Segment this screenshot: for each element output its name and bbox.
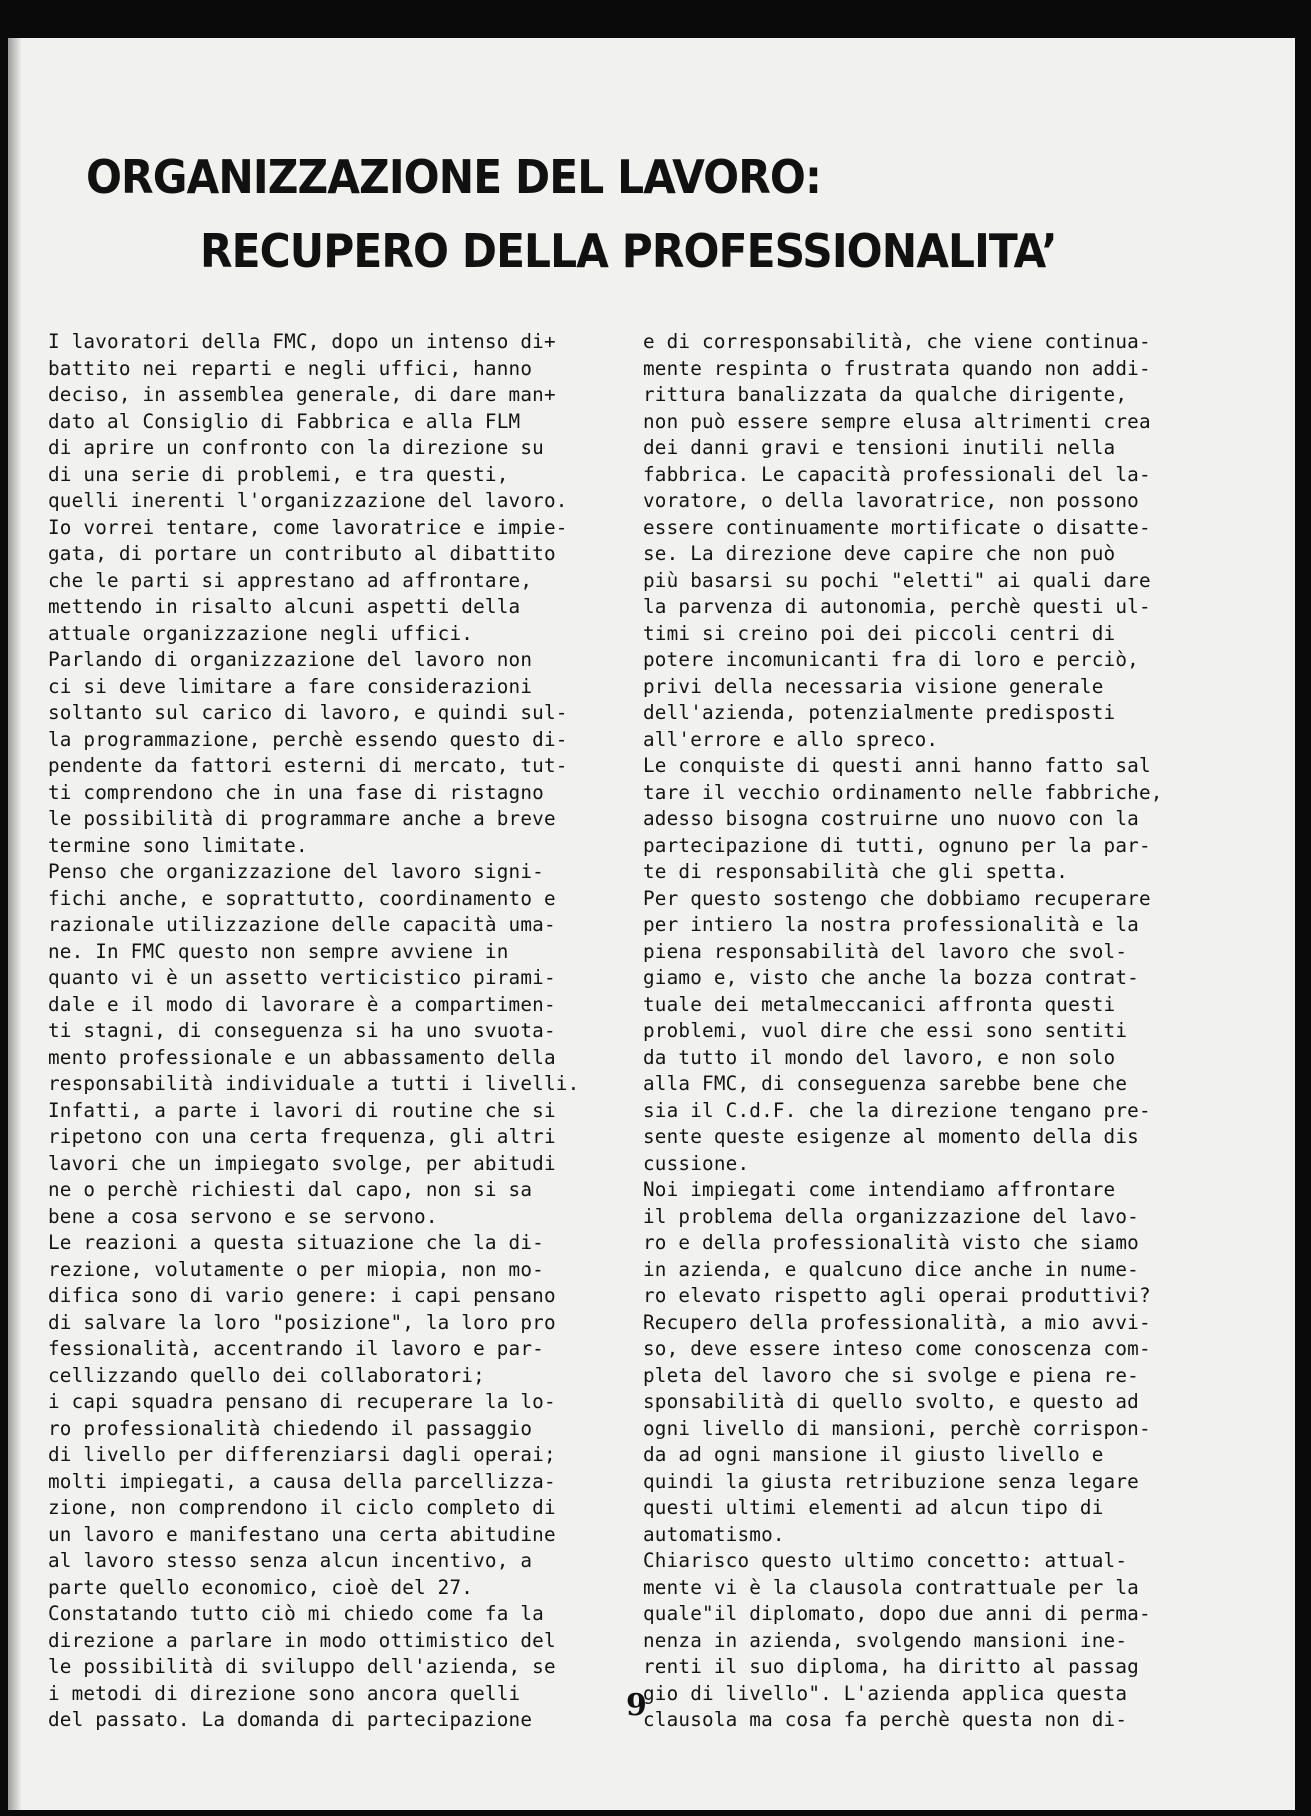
text-line: ne o perchè richiesti dal capo, non si sa bbox=[48, 1178, 533, 1201]
text-line: tare il vecchio ordinamento nelle fabbriche, bbox=[643, 780, 1163, 804]
text-line: per intiero la nostra professionalità e la bbox=[643, 913, 1139, 936]
text-line: difica sono di vario genere: i capi pensano bbox=[48, 1284, 556, 1307]
text-line: gata, di portare un contributo al dibattito bbox=[48, 542, 556, 565]
text-line: sponsabilità di quello svolto, e questo ad bbox=[643, 1390, 1139, 1413]
text-line: la programmazione, perchè essendo questo di- bbox=[48, 727, 568, 751]
text-line: partecipazione di tutti, ognuno per la par- bbox=[643, 833, 1151, 857]
text-line: cussione. bbox=[643, 1151, 750, 1175]
text-line: Parlando di organizzazione del lavoro non bbox=[48, 648, 533, 671]
text-line: piena responsabilità del lavoro che svol- bbox=[643, 939, 1128, 963]
text-line: se. La direzione deve capire che non può bbox=[643, 542, 1116, 565]
text-line: clausola ma cosa fa perchè questa non di- bbox=[643, 1708, 1128, 1731]
text-line: di livello per differenziarsi dagli operai; bbox=[48, 1443, 556, 1466]
text-line: battito nei reparti e negli uffici, hanno bbox=[48, 356, 533, 380]
document-page bbox=[8, 38, 1295, 1810]
text-line: di salvare la loro "posizione", la loro pro bbox=[48, 1310, 556, 1334]
text-line: mento professionale e un abbassamento della bbox=[48, 1045, 556, 1069]
text-line: potere incomunicanti fra di loro e perciò, bbox=[643, 648, 1139, 671]
text-line: sia il C.d.F. che la direzione tengano pre- bbox=[643, 1098, 1151, 1122]
text-line: Noi impiegati come intendiamo affrontare bbox=[643, 1178, 1116, 1201]
text-line: ro e della professionalità visto che siamo bbox=[643, 1231, 1139, 1254]
text-line: sente queste esigenze al momento della dis bbox=[643, 1125, 1139, 1148]
text-line: quindi la giusta retribuzione senza legare bbox=[643, 1469, 1139, 1493]
text-line: cellizzando quello dei collaboratori; bbox=[48, 1363, 485, 1387]
article-title-line-1: ORGANIZZAZIONE DEL LAVORO: bbox=[86, 150, 821, 204]
text-line: attuale organizzazione negli uffici. bbox=[48, 621, 474, 645]
text-line: i capi squadra pensano di recuperare la lo- bbox=[48, 1390, 556, 1413]
page-number: 9 bbox=[626, 1688, 647, 1723]
text-line: Constatando tutto ciò mi chiedo come fa la bbox=[48, 1602, 544, 1625]
text-line: pleta del lavoro che si svolge e piena re- bbox=[643, 1363, 1139, 1387]
scan-edge-shadow bbox=[8, 38, 22, 1810]
text-line: che le parti si apprestano ad affrontare, bbox=[48, 568, 533, 592]
right-text-column bbox=[643, 329, 1188, 1734]
text-line: un lavoro e manifestano una certa abitudine bbox=[48, 1522, 556, 1546]
text-line: direzione a parlare in modo ottimistico del bbox=[48, 1628, 556, 1652]
text-line: Per questo sostengo che dobbiamo recuperare bbox=[643, 886, 1151, 910]
text-line: automatismo. bbox=[643, 1522, 785, 1546]
text-line: dato al Consiglio di Fabbrica e alla FLM bbox=[48, 409, 521, 433]
text-line: I lavoratori della FMC, dopo un intenso di+ bbox=[48, 330, 556, 353]
text-line: da tutto il mondo del lavoro, e non solo bbox=[643, 1045, 1116, 1069]
text-line: termine sono limitate. bbox=[48, 833, 308, 857]
text-line: deciso, in assemblea generale, di dare man+ bbox=[48, 383, 556, 406]
text-line: tuale dei metalmeccanici affronta questi bbox=[643, 992, 1116, 1016]
text-line: fabbrica. Le capacità professionali del la- bbox=[643, 462, 1151, 486]
text-line: le possibilità di sviluppo dell'azienda, se bbox=[48, 1655, 556, 1678]
text-line: all'errore e allo spreco. bbox=[643, 727, 939, 751]
text-line: adesso bisogna costruirne uno nuovo con la bbox=[643, 807, 1139, 830]
text-line: ti comprendono che in una fase di ristagno bbox=[48, 780, 544, 804]
text-line: ro elevato rispetto agli operai produttivi? bbox=[643, 1284, 1151, 1307]
text-line: in azienda, e qualcuno dice anche in nume- bbox=[643, 1257, 1139, 1281]
text-line: dei danni gravi e tensioni inutili nella bbox=[643, 436, 1116, 459]
text-line: di una serie di problemi, e tra questi, bbox=[48, 462, 509, 486]
text-line: dale e il modo di lavorare è a compartimen- bbox=[48, 992, 556, 1016]
text-line: Io vorrei tentare, come lavoratrice e impie- bbox=[48, 515, 568, 539]
text-line: mente respinta o frustrata quando non addi- bbox=[643, 356, 1151, 380]
text-line: fichi anche, e soprattutto, coordinamento e bbox=[48, 886, 556, 910]
text-line: Le conquiste di questi anni hanno fatto sal bbox=[643, 754, 1151, 777]
text-line: i metodi di direzione sono ancora quelli bbox=[48, 1681, 521, 1705]
text-line: Recupero della professionalità, a mio avvi- bbox=[643, 1310, 1151, 1334]
text-line: quale"il diplomato, dopo due anni di perma- bbox=[643, 1602, 1151, 1625]
text-line: privi della necessaria visione generale bbox=[643, 674, 1104, 698]
text-line: razionale utilizzazione delle capacità uma- bbox=[48, 913, 556, 936]
text-line: non può essere sempre elusa altrimenti crea bbox=[643, 409, 1151, 433]
text-line: da ad ogni mansione il giusto livello e bbox=[643, 1443, 1104, 1466]
text-line: Chiarisco questo ultimo concetto: attual- bbox=[643, 1549, 1128, 1572]
text-line: te di responsabilità che gli spetta. bbox=[643, 860, 1069, 883]
text-line: timi si creino poi dei piccoli centri di bbox=[643, 621, 1116, 645]
text-line: ro professionalità chiedendo il passaggio bbox=[48, 1416, 533, 1440]
text-line: del passato. La domanda di partecipazione bbox=[48, 1708, 533, 1731]
text-line: le possibilità di programmare anche a breve bbox=[48, 807, 556, 830]
text-line: lavori che un impiegato svolge, per abitudi bbox=[48, 1151, 556, 1175]
text-line: pendente da fattori esterni di mercato, tut- bbox=[48, 754, 568, 777]
text-line: giamo e, visto che anche la bozza contrat- bbox=[643, 966, 1139, 989]
text-line: nenza in azienda, svolgendo mansioni ine- bbox=[643, 1628, 1128, 1652]
article-title-line-2: RECUPERO DELLA PROFESSIONALITA’ bbox=[200, 224, 1057, 278]
text-line: so, deve essere inteso come conoscenza com- bbox=[643, 1337, 1151, 1360]
text-line: renti il suo diploma, ha diritto al passag bbox=[643, 1655, 1139, 1678]
text-line: e di corresponsabilità, che viene continua- bbox=[643, 330, 1151, 353]
text-line: ogni livello di mansioni, perchè corrispon- bbox=[643, 1416, 1151, 1440]
text-line: mente vi è la clausola contrattuale per la bbox=[643, 1575, 1139, 1599]
text-line: quanto vi è un assetto verticistico pirami- bbox=[48, 966, 556, 989]
text-line: ti stagni, di conseguenza si ha uno svuota- bbox=[48, 1019, 556, 1042]
text-line: problemi, vuol dire che essi sono sentiti bbox=[643, 1019, 1128, 1042]
text-line: ripetono con una certa frequenza, gli altri bbox=[48, 1125, 556, 1148]
text-line: Le reazioni a questa situazione che la di- bbox=[48, 1231, 544, 1254]
text-line: molti impiegati, a causa della parcellizza- bbox=[48, 1469, 556, 1493]
text-line: ne. In FMC questo non sempre avviene in bbox=[48, 939, 509, 963]
text-line: il problema della organizzazione del lavo- bbox=[643, 1204, 1139, 1228]
text-line: questi ultimi elementi ad alcun tipo di bbox=[643, 1496, 1104, 1519]
text-line: bene a cosa servono e se servono. bbox=[48, 1204, 438, 1228]
text-line: Infatti, a parte i lavori di routine che si bbox=[48, 1098, 556, 1122]
text-line: ci si deve limitare a fare considerazioni bbox=[48, 674, 533, 698]
text-line: fessionalità, accentrando il lavoro e par- bbox=[48, 1337, 544, 1360]
text-line: alla FMC, di conseguenza sarebbe bene che bbox=[643, 1072, 1128, 1095]
left-text-column bbox=[48, 329, 613, 1734]
text-line: mettendo in risalto alcuni aspetti della bbox=[48, 595, 521, 618]
text-line: la parvenza di autonomia, perchè questi ul- bbox=[643, 595, 1151, 618]
text-line: rittura banalizzata da qualche dirigente, bbox=[643, 383, 1128, 406]
text-line: dell'azienda, potenzialmente predisposti bbox=[643, 701, 1116, 724]
text-line: responsabilità individuale a tutti i livelli. bbox=[48, 1072, 580, 1095]
text-line: essere continuamente mortificate o disatte- bbox=[643, 515, 1151, 539]
text-line: zione, non comprendono il ciclo completo di bbox=[48, 1496, 556, 1519]
text-line: più basarsi su pochi "eletti" ai quali dare bbox=[643, 568, 1151, 592]
text-line: soltanto sul carico di lavoro, e quindi sul- bbox=[48, 701, 568, 724]
text-line: di aprire un confronto con la direzione su bbox=[48, 436, 544, 459]
text-line: gio di livello". L'azienda applica questa bbox=[643, 1681, 1128, 1705]
text-line: al lavoro stesso senza alcun incentivo, a bbox=[48, 1549, 533, 1572]
text-line: parte quello economico, cioè del 27. bbox=[48, 1575, 474, 1599]
text-line: quelli inerenti l'organizzazione del lavoro. bbox=[48, 489, 568, 512]
text-line: Penso che organizzazione del lavoro signi- bbox=[48, 860, 544, 883]
text-line: rezione, volutamente o per miopia, non mo- bbox=[48, 1257, 544, 1281]
text-line: voratore, o della lavoratrice, non possono bbox=[643, 489, 1139, 512]
